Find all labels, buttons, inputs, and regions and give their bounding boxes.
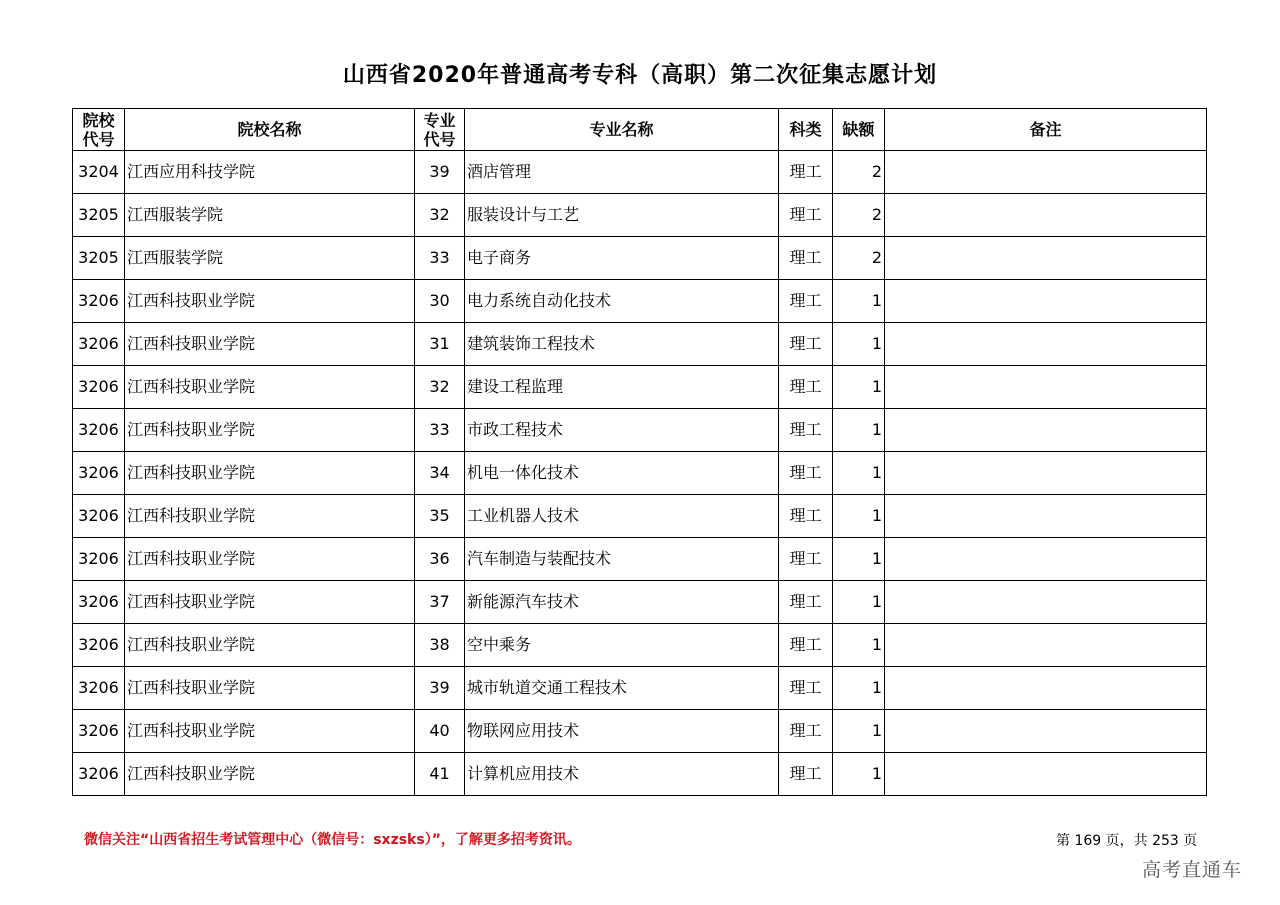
- cell-major-name: 酒店管理: [465, 151, 779, 194]
- cell-remarks: [885, 538, 1207, 581]
- cell-school-name: 江西科技职业学院: [125, 581, 415, 624]
- cell-quota: 1: [833, 280, 885, 323]
- cell-school-name: 江西科技职业学院: [125, 495, 415, 538]
- cell-school-name: 江西科技职业学院: [125, 710, 415, 753]
- cell-remarks: [885, 753, 1207, 796]
- cell-school-code: 3206: [73, 667, 125, 710]
- header-school-code: 院校代号: [73, 109, 125, 151]
- cell-remarks: [885, 409, 1207, 452]
- cell-major-name: 电力系统自动化技术: [465, 280, 779, 323]
- table-body: [73, 151, 1207, 796]
- header-major-name: 专业名称: [465, 109, 779, 151]
- table-row: [73, 538, 1207, 581]
- cell-school-name: 江西科技职业学院: [125, 753, 415, 796]
- cell-category: 理工: [779, 409, 833, 452]
- cell-category: 理工: [779, 151, 833, 194]
- cell-major-name: 汽车制造与装配技术: [465, 538, 779, 581]
- cell-school-code: 3206: [73, 624, 125, 667]
- cell-remarks: [885, 495, 1207, 538]
- table-row: [73, 280, 1207, 323]
- cell-quota: 1: [833, 581, 885, 624]
- cell-major-code: 31: [415, 323, 465, 366]
- cell-remarks: [885, 667, 1207, 710]
- cell-remarks: [885, 280, 1207, 323]
- cell-major-code: 30: [415, 280, 465, 323]
- cell-school-name: 江西科技职业学院: [125, 538, 415, 581]
- cell-school-code: 3205: [73, 194, 125, 237]
- cell-major-name: 工业机器人技术: [465, 495, 779, 538]
- cell-major-name: 新能源汽车技术: [465, 581, 779, 624]
- cell-major-code: 33: [415, 237, 465, 280]
- cell-school-name: 江西科技职业学院: [125, 366, 415, 409]
- cell-quota: 1: [833, 538, 885, 581]
- cell-school-code: 3205: [73, 237, 125, 280]
- cell-major-code: 33: [415, 409, 465, 452]
- cell-school-code: 3206: [73, 366, 125, 409]
- cell-quota: 2: [833, 151, 885, 194]
- cell-category: 理工: [779, 194, 833, 237]
- cell-school-name: 江西科技职业学院: [125, 667, 415, 710]
- cell-quota: 1: [833, 323, 885, 366]
- admission-plan-table: [72, 108, 1207, 796]
- cell-major-code: 36: [415, 538, 465, 581]
- cell-quota: 1: [833, 495, 885, 538]
- cell-category: 理工: [779, 753, 833, 796]
- cell-school-code: 3206: [73, 323, 125, 366]
- table-row: [73, 452, 1207, 495]
- table-row: [73, 753, 1207, 796]
- cell-remarks: [885, 710, 1207, 753]
- table-row: [73, 495, 1207, 538]
- cell-school-code: 3206: [73, 538, 125, 581]
- header-quota: 缺额: [833, 109, 885, 151]
- cell-quota: 2: [833, 237, 885, 280]
- cell-major-code: 39: [415, 667, 465, 710]
- cell-major-name: 市政工程技术: [465, 409, 779, 452]
- cell-quota: 1: [833, 409, 885, 452]
- cell-quota: 1: [833, 753, 885, 796]
- cell-major-code: 34: [415, 452, 465, 495]
- cell-school-name: 江西科技职业学院: [125, 624, 415, 667]
- cell-major-code: 37: [415, 581, 465, 624]
- cell-category: 理工: [779, 323, 833, 366]
- table-row: [73, 624, 1207, 667]
- cell-quota: 1: [833, 624, 885, 667]
- cell-remarks: [885, 194, 1207, 237]
- cell-remarks: [885, 237, 1207, 280]
- cell-quota: 1: [833, 710, 885, 753]
- cell-school-code: 3206: [73, 495, 125, 538]
- cell-category: 理工: [779, 366, 833, 409]
- cell-school-code: 3206: [73, 409, 125, 452]
- cell-quota: 1: [833, 366, 885, 409]
- table-row: [73, 194, 1207, 237]
- watermark-text: 高考直通车: [1142, 859, 1243, 881]
- page-title: 山西省2020年普通高考专科（高职）第二次征集志愿计划: [342, 63, 938, 88]
- cell-category: 理工: [779, 581, 833, 624]
- cell-school-code: 3206: [73, 710, 125, 753]
- cell-remarks: [885, 452, 1207, 495]
- cell-category: 理工: [779, 624, 833, 667]
- cell-category: 理工: [779, 237, 833, 280]
- cell-major-code: 38: [415, 624, 465, 667]
- table-row: [73, 710, 1207, 753]
- table-row: [73, 409, 1207, 452]
- cell-major-code: 41: [415, 753, 465, 796]
- cell-quota: 1: [833, 667, 885, 710]
- header-school-name: 院校名称: [125, 109, 415, 151]
- cell-major-name: 城市轨道交通工程技术: [465, 667, 779, 710]
- table-row: [73, 237, 1207, 280]
- table-row: [73, 581, 1207, 624]
- cell-school-name: 江西科技职业学院: [125, 323, 415, 366]
- cell-remarks: [885, 366, 1207, 409]
- cell-school-name: 江西服装学院: [125, 237, 415, 280]
- cell-category: 理工: [779, 667, 833, 710]
- table-row: [73, 366, 1207, 409]
- cell-school-code: 3206: [73, 581, 125, 624]
- cell-school-code: 3206: [73, 753, 125, 796]
- table-row: [73, 151, 1207, 194]
- cell-school-name: 江西科技职业学院: [125, 452, 415, 495]
- cell-quota: 1: [833, 452, 885, 495]
- wechat-notice: 微信关注“山西省招生考试管理中心（微信号：sxzsks）”，了解更多招考资讯。: [84, 832, 581, 848]
- page-number: 第 169 页，共 253 页: [1056, 833, 1198, 849]
- header-major-code: 专业代号: [415, 109, 465, 151]
- cell-major-name: 物联网应用技术: [465, 710, 779, 753]
- cell-school-code: 3204: [73, 151, 125, 194]
- cell-category: 理工: [779, 538, 833, 581]
- cell-major-name: 建筑装饰工程技术: [465, 323, 779, 366]
- cell-school-name: 江西服装学院: [125, 194, 415, 237]
- cell-major-name: 空中乘务: [465, 624, 779, 667]
- cell-category: 理工: [779, 710, 833, 753]
- cell-major-code: 32: [415, 366, 465, 409]
- cell-major-name: 电子商务: [465, 237, 779, 280]
- cell-major-code: 39: [415, 151, 465, 194]
- cell-major-name: 计算机应用技术: [465, 753, 779, 796]
- cell-major-code: 40: [415, 710, 465, 753]
- cell-remarks: [885, 323, 1207, 366]
- header-remarks: 备注: [885, 109, 1207, 151]
- table-row: [73, 667, 1207, 710]
- cell-category: 理工: [779, 495, 833, 538]
- cell-school-name: 江西科技职业学院: [125, 409, 415, 452]
- cell-school-code: 3206: [73, 452, 125, 495]
- cell-school-name: 江西科技职业学院: [125, 280, 415, 323]
- cell-remarks: [885, 581, 1207, 624]
- cell-major-name: 机电一体化技术: [465, 452, 779, 495]
- table-header-row: [73, 109, 1207, 151]
- cell-remarks: [885, 624, 1207, 667]
- cell-major-code: 32: [415, 194, 465, 237]
- cell-category: 理工: [779, 452, 833, 495]
- cell-major-name: 服装设计与工艺: [465, 194, 779, 237]
- table-row: [73, 323, 1207, 366]
- cell-category: 理工: [779, 280, 833, 323]
- cell-remarks: [885, 151, 1207, 194]
- cell-quota: 2: [833, 194, 885, 237]
- cell-major-code: 35: [415, 495, 465, 538]
- cell-school-name: 江西应用科技学院: [125, 151, 415, 194]
- header-category: 科类: [779, 109, 833, 151]
- cell-major-name: 建设工程监理: [465, 366, 779, 409]
- cell-school-code: 3206: [73, 280, 125, 323]
